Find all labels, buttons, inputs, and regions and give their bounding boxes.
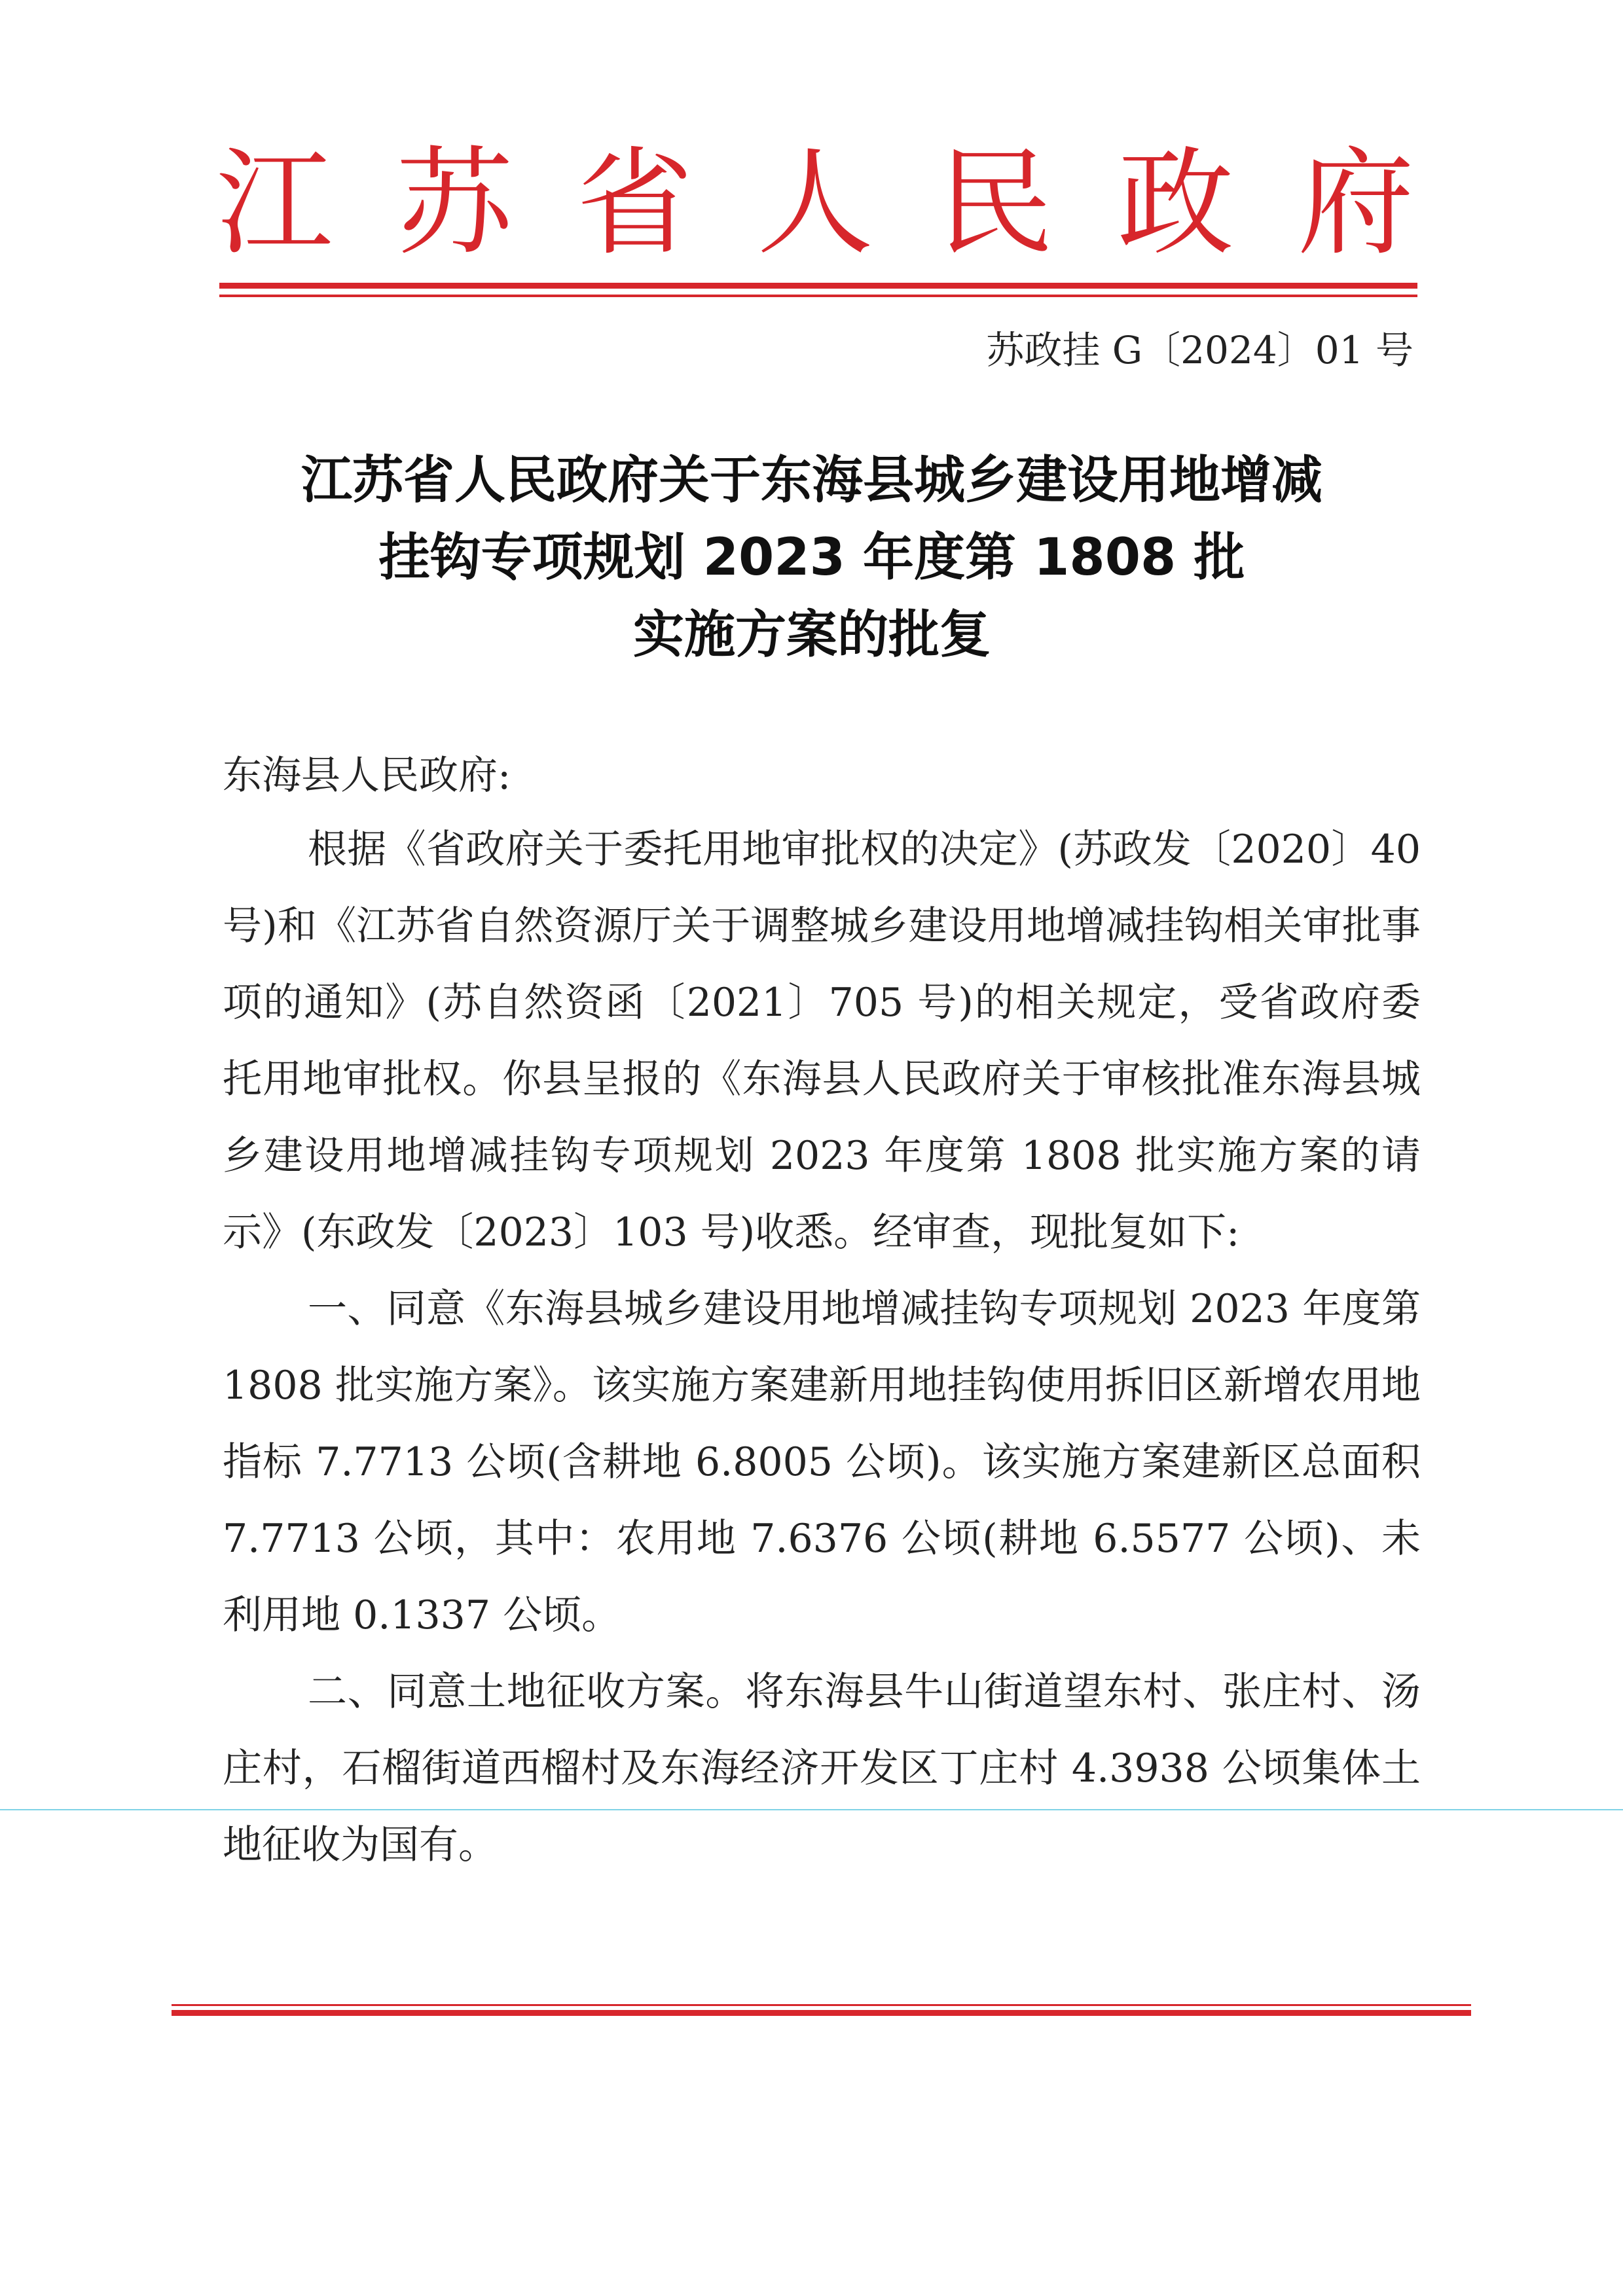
document-number: 苏政挂 G〔2024〕01 号: [986, 328, 1413, 372]
footer-divider-thick: [172, 2010, 1471, 2016]
body-paragraph: 二、同意土地征收方案。将东海县牛山街道望东村、张庄村、汤庄村，石榴街道西榴村及东海经济开发区丁庄村 4.3938 公顷集体土地征收为国有。: [223, 1669, 1421, 1868]
masthead-char: 江: [216, 135, 333, 271]
document-body: [223, 812, 1421, 1884]
footer-divider-thin: [172, 2004, 1471, 2006]
masthead-char: 省: [576, 135, 693, 271]
masthead-title: [216, 128, 1414, 279]
masthead-char: 政: [1117, 135, 1234, 271]
masthead-char: 民: [937, 135, 1054, 271]
body-paragraph: 根据《省政府关于委托用地审批权的决定》(苏政发〔2020〕40 号)和《江苏省自然资源厅关于调整城乡建设用地增减挂钩相关审批事项的通知》(苏自然资函〔2021〕705 号)的相关规定，受省政府委托用地审批权。你县呈报的《东海县人民政府关于审核批准东海县城乡建设用地增减挂钩专项规划 2023 年度第 1808 批实施方案的请示》(东政发〔2023〕103 号)收悉。经审查，现批复如下:: [223, 827, 1421, 1255]
masthead-char: 人: [756, 135, 873, 271]
masthead-divider-thick: [219, 283, 1417, 289]
document-title: [196, 442, 1427, 673]
masthead-divider-thin: [219, 295, 1417, 297]
title-line: 挂钩专项规划 2023 年度第 1808 批: [378, 528, 1245, 587]
masthead-char: 府: [1297, 135, 1414, 271]
masthead-char: 苏: [396, 135, 513, 271]
body-paragraph: 一、同意《东海县城乡建设用地增减挂钩专项规划 2023 年度第 1808 批实施方案》。该实施方案建新用地挂钩使用拆旧区新增农用地指标 7.7713 公顷(含耕地 6.8005 公顷)。该实施方案建新区总面积 7.7713 公顷，其中：农用地 7.6376 公顷(耕地 6.5577 公顷)、未利用地 0.1337 公顷。: [223, 1286, 1421, 1638]
title-line: 江苏省人民政府关于东海县城乡建设用地增减: [301, 451, 1322, 510]
addressee: 东海县人民政府:: [223, 753, 511, 798]
title-line: 实施方案的批复: [632, 605, 991, 664]
scan-guide-line: [0, 1809, 1623, 1810]
